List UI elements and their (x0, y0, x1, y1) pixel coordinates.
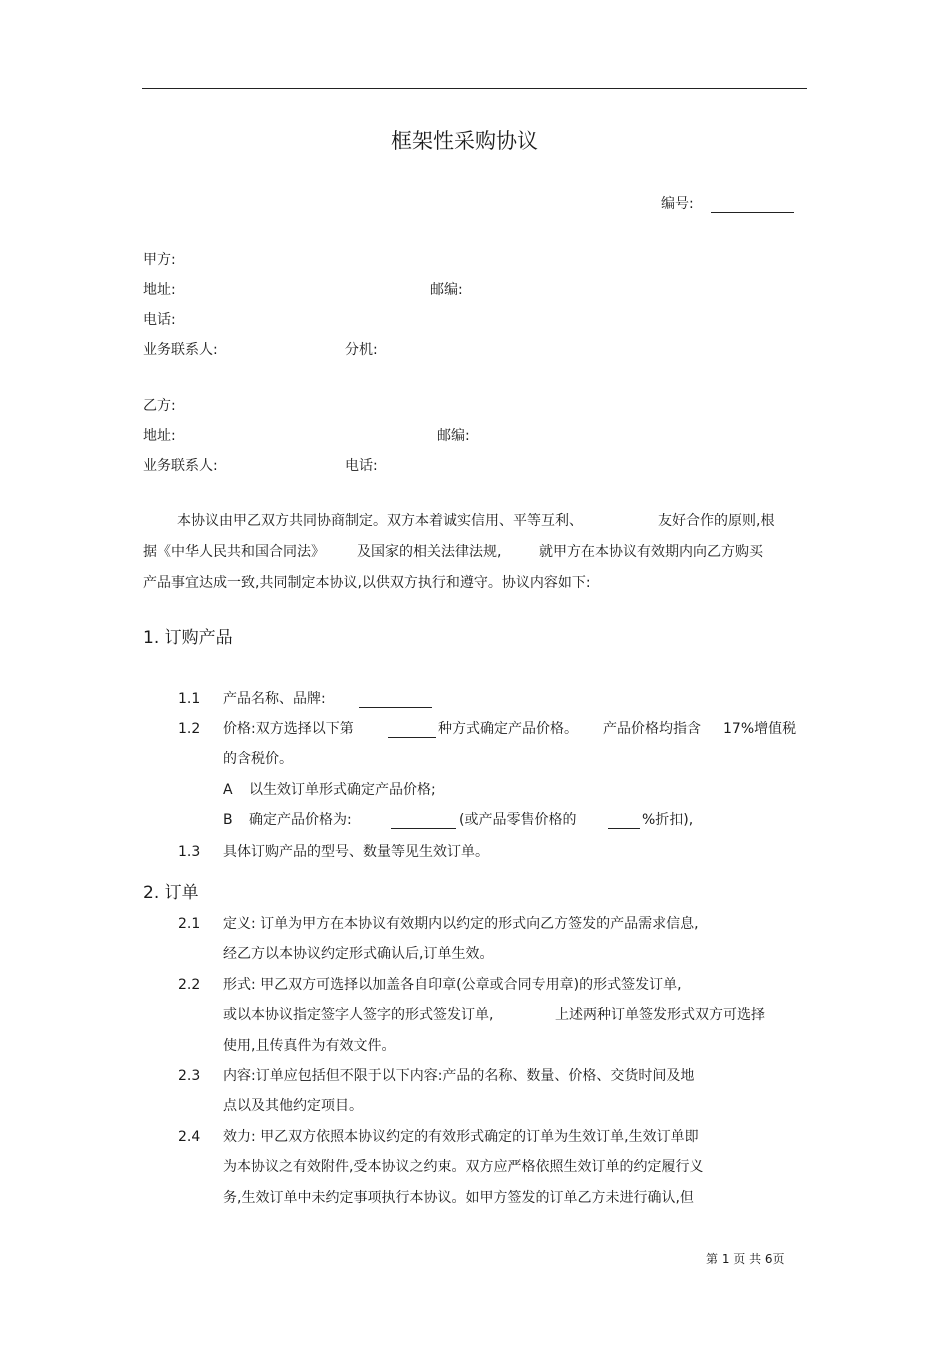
party-a-phone-label: 电话: (143, 312, 176, 328)
clause-1-2-text-d: 17%增值税 (723, 721, 797, 737)
option-b-text-a: 确定产品价格为: (249, 812, 352, 828)
clause-2-2-line-1: 形式: 甲乙双方可选择以加盖各自印章(公章或合同专用章)的形式签发订单, (223, 977, 682, 993)
option-b-text-b: (或产品零售价格的 (459, 812, 577, 828)
clause-2-1-line-2: 经乙方以本协议约定形式确认后,订单生效。 (223, 946, 494, 962)
clause-2-1-line-1: 定义: 订单为甲方在本协议有效期内以约定的形式向乙方签发的产品需求信息, (223, 916, 699, 932)
party-b-phone-label: 电话: (345, 458, 378, 474)
party-b-label: 乙方: (143, 398, 176, 414)
clause-1-2-text-e: 的含税价。 (223, 751, 293, 767)
party-b-postcode-label: 邮编: (437, 428, 470, 444)
clause-2-4-line-1: 效力: 甲乙双方依照本协议约定的有效形式确定的订单为生效订单,生效订单即 (223, 1129, 699, 1145)
clause-1-3-text: 具体订购产品的型号、数量等见生效订单。 (223, 844, 489, 860)
number-label: 编号: (661, 196, 694, 212)
intro-line-3: 产品事宜达成一致,共同制定本协议,以供双方执行和遵守。协议内容如下: (143, 575, 591, 591)
party-a-address-label: 地址: (143, 282, 176, 298)
document-title: 框架性采购协议 (391, 129, 538, 153)
section-1-heading: 1. 订购产品 (143, 628, 233, 648)
party-a-extension-label: 分机: (345, 342, 378, 358)
discount-percent-blank[interactable] (608, 828, 640, 829)
product-name-blank[interactable] (359, 707, 432, 708)
clause-1-2-text-a: 价格:双方选择以下第 (223, 721, 354, 737)
header-rule (142, 88, 807, 89)
option-b-text-c: %折扣), (642, 812, 694, 828)
clause-1-1-number: 1.1 (178, 691, 201, 707)
intro-line-2a: 据《中华人民共和国合同法》 (143, 544, 325, 560)
clause-2-2-line-2a: 或以本协议指定签字人签字的形式签发订单, (223, 1007, 494, 1023)
intro-line-1a: 本协议由甲乙双方共同协商制定。双方本着诚实信用、平等互利、 (177, 513, 583, 529)
clause-2-2-line-2b: 上述两种订单签发形式双方可选择 (555, 1007, 765, 1023)
intro-line-2b: 及国家的相关法律法规, (357, 544, 502, 560)
clause-2-2-line-3: 使用,且传真件为有效文件。 (223, 1038, 396, 1054)
section-2-heading: 2. 订单 (143, 883, 199, 903)
clause-2-4-line-2: 为本协议之有效附件,受本协议之约束。双方应严格依照生效订单的约定履行义 (223, 1159, 704, 1175)
clause-2-4-number: 2.4 (178, 1129, 201, 1145)
option-a-letter: A (223, 782, 233, 798)
clause-1-2-text-b: 种方式确定产品价格。 (438, 721, 578, 737)
clause-2-1-number: 2.1 (178, 916, 201, 932)
party-b-contact-label: 业务联系人: (143, 458, 218, 474)
clause-2-3-line-1: 内容:订单应包括但不限于以下内容:产品的名称、数量、价格、交货时间及地 (223, 1068, 695, 1084)
intro-line-2c: 就甲方在本协议有效期内向乙方购买 (539, 544, 763, 560)
price-method-blank[interactable] (388, 737, 436, 738)
clause-2-2-number: 2.2 (178, 977, 201, 993)
clause-1-2-text-c: 产品价格均指含 (603, 721, 701, 737)
clause-2-3-line-2: 点以及其他约定项目。 (223, 1098, 363, 1114)
clause-1-2-number: 1.2 (178, 721, 201, 737)
intro-line-1b: 友好合作的原则,根 (658, 513, 775, 529)
clause-2-3-number: 2.3 (178, 1068, 201, 1084)
page-number-footer: 第 1 页 共 6页 (706, 1252, 785, 1266)
clause-1-3-number: 1.3 (178, 844, 201, 860)
option-b-letter: B (223, 812, 233, 828)
fixed-price-blank[interactable] (391, 828, 456, 829)
party-a-label: 甲方: (143, 252, 176, 268)
party-a-contact-label: 业务联系人: (143, 342, 218, 358)
option-a-text: 以生效订单形式确定产品价格; (249, 782, 436, 798)
clause-2-4-line-3: 务,生效订单中未约定事项执行本协议。如甲方签发的订单乙方未进行确认,但 (223, 1190, 694, 1206)
party-b-address-label: 地址: (143, 428, 176, 444)
party-a-postcode-label: 邮编: (430, 282, 463, 298)
clause-1-1-text: 产品名称、品牌: (223, 691, 326, 707)
number-blank[interactable] (711, 212, 794, 213)
